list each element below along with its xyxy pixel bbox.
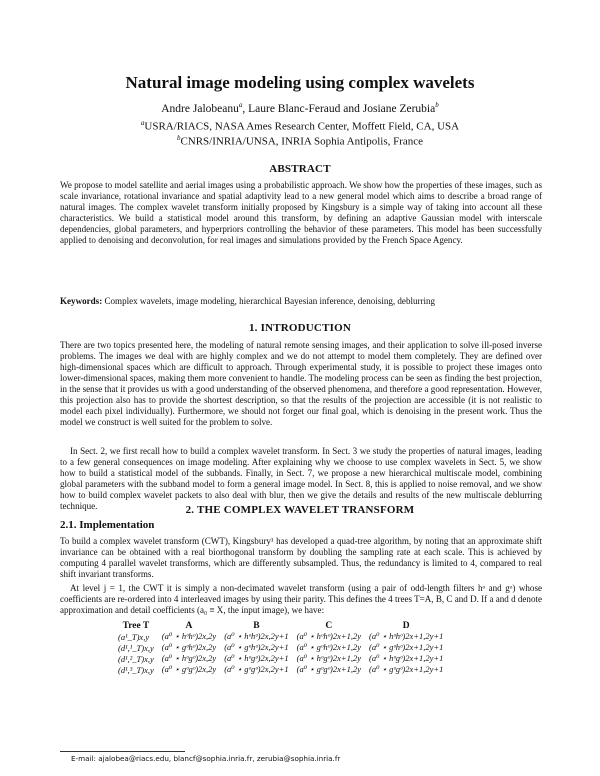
table-cell: (a⁰ ⋆ gᵒhᵒ)2x,2y xyxy=(161,642,217,652)
table-cell: (a⁰ ⋆ gᵒhᵒ)2x,2y+1 xyxy=(224,642,289,652)
table-cell: (a⁰ ⋆ hᵒgᵒ)2x,2y+1 xyxy=(224,653,289,663)
table-header: D xyxy=(402,620,410,631)
table-cell: (a⁰ ⋆ gᵒgᵒ)2x+1,2y xyxy=(296,664,362,674)
table-header: Tree T xyxy=(122,620,150,631)
author-sup-a: a xyxy=(238,101,243,109)
table-header-row xyxy=(114,620,447,631)
section-heading-cwt: 2. THE COMPLEX WAVELET TRANSFORM xyxy=(185,504,415,516)
author-name-1: Andre Jalobeanu xyxy=(161,102,239,115)
affiliation-sup: b xyxy=(176,134,181,142)
implementation-paragraph-2: At level j = 1, the CWT it is simply a non-decimated wavelet transform (using a pair of odd-length filters hᵒ and gᵒ) whose coefficients are re-ordered into 4 interleaved images by using their parity. This defines the 4 trees T=A, B, C and D. If a and d denote approximation and detail coefficients (a₀ ≡ X, the input image), we have: xyxy=(60,583,542,615)
table-row-label: (d¹,¹_T)x,y xyxy=(118,642,154,653)
paper-title: Natural image modeling using complex wavelets xyxy=(125,73,475,92)
table-cell: (a⁰ ⋆ hᵒhᵒ)2x+1,2y+1 xyxy=(369,631,444,641)
table-row xyxy=(114,642,447,653)
table-row-label: (d¹,³_T)x,y xyxy=(118,664,154,675)
affiliation-text: CNRS/INRIA/UNSA, INRIA Sophia Antipolis, France xyxy=(180,135,424,148)
abstract-text: We propose to model satellite and aerial images using a probabilistic approach. We show how the properties of these images, such as scale invariance, rotational invariance and spatial adaptivity lead to a new general model which aims to describe a broad range of natural images. The complex wavelet transform initially proposed by Kingsbury is a simple way of taking into account all these characteristics. We build a statistical model around this transform, by defining an adaptive Gaussian model with interscale dependencies, global parameters, and hyperpriors controlling the behavior of these parameters. This model has been successfully applied to denoising and deconvolution, for real images and simulations provided by the French Space Agency. xyxy=(60,180,542,245)
author-sup-b: b xyxy=(435,101,439,109)
author-list xyxy=(0,101,600,115)
affiliation-sup: a xyxy=(140,119,145,127)
affiliation-text: USRA/RIACS, NASA Ames Research Center, Moffett Field, CA, USA xyxy=(144,120,460,133)
table-header: C xyxy=(325,620,333,631)
table-row-label: (a¹_T)x,y xyxy=(118,631,150,642)
intro-paragraph-1: There are two topics presented here, the modeling of natural remote sensing images, and their application to solve ill-posed inverse problems. The images we deal with are highly complex and we do not attempt to model them completely. They are defined over high-dimensional spaces which are difficult to approach. Through experimental study, it is possible to project these images onto lower-dimensional spaces, making them more convenient to handle. The modeling process can be seen as finding the best projection, in the sense that it provides us with a good understanding of the observed phenomena, and therefore a good representation. However, this projection also has to provide the shortest description, so that the results of the projection are accessible (it is not realistic to model each pixel individually). Furthermore, we should not forget our final goal, which is denoising in the present work. Thus the model we construct is well suited for the problem to solve. xyxy=(60,340,542,427)
table-cell: (a⁰ ⋆ hᵒhᵒ)2x,2y+1 xyxy=(224,631,289,641)
section-heading-introduction: 1. INTRODUCTION xyxy=(248,322,351,334)
affiliation-a xyxy=(0,119,600,133)
table-cell: (a⁰ ⋆ gᵒhᵒ)2x+1,2y+1 xyxy=(369,642,444,652)
table-cell: (a⁰ ⋆ hᵒhᵒ)2x,2y xyxy=(161,631,217,641)
table-cell: (a⁰ ⋆ hᵒhᵒ)2x+1,2y xyxy=(296,631,362,641)
table-row-label: (d¹,²_T)x,y xyxy=(118,653,154,664)
subsection-heading-implementation: 2.1. Implementation xyxy=(60,519,155,531)
table-cell: (a⁰ ⋆ hᵒgᵒ)2x+1,2y xyxy=(296,653,362,663)
quad-tree-table xyxy=(114,620,447,675)
table-row xyxy=(114,664,447,675)
table-header: A xyxy=(185,620,193,631)
table-header: B xyxy=(253,620,260,631)
abstract-heading: ABSTRACT xyxy=(269,163,331,175)
table-cell: (a⁰ ⋆ gᵒgᵒ)2x,2y+1 xyxy=(224,664,289,674)
author-names-2: , Laure Blanc-Feraud and Josiane Zerubia xyxy=(242,102,436,115)
footnote-email: E-mail: ajalobea@riacs.edu, blancf@sophia.inria.fr, zerubia@sophia.inria.fr xyxy=(71,754,341,763)
table-row xyxy=(114,631,447,642)
keywords-text: Complex wavelets, image modeling, hierarchical Bayesian inference, denoising, deblurring xyxy=(102,296,436,306)
keywords xyxy=(60,296,542,306)
table-cell: (a⁰ ⋆ hᵒgᵒ)2x,2y xyxy=(161,653,217,663)
implementation-paragraph-1: To build a complex wavelet transform (CWT), Kingsbury¹ has developed a quad-tree algorithm, by noting that an approximate shift invariance can be obtained with a real biorthogonal transform by doubling the sampling rate at each scale. This is achieved by computing 4 parallel wavelet transforms, which are differently subsampled. Thus, the redundancy is limited to 4, compared to real shift invariant transforms. xyxy=(60,536,542,579)
table-cell: (a⁰ ⋆ gᵒhᵒ)2x+1,2y xyxy=(296,642,362,652)
table-cell: (a⁰ ⋆ gᵒgᵒ)2x+1,2y+1 xyxy=(369,664,444,674)
table-cell: (a⁰ ⋆ hᵒgᵒ)2x+1,2y+1 xyxy=(369,653,444,663)
table-cell: (a⁰ ⋆ gᵒgᵒ)2x,2y xyxy=(161,664,217,674)
affiliation-b xyxy=(0,134,600,148)
footnote-rule xyxy=(60,751,185,752)
intro-paragraph-2: In Sect. 2, we first recall how to build a complex wavelet transform. In Sect. 3 we study the properties of natural images, leading to a few general consequences on image modeling. After explaining why we choose to use complex wavelets in Sect. 5, we show how to build a statistical model of the subbands. Finally, in Sect. 7, we propose a new hierarchical multiscale model, combining global parameters with the subband model to form a general image model. In Sect. 8, this is applied to noise removal, and we show how to build complex wavelet packets to also deal with blur, then we give the details and results of the new multiscale deblurring technique. xyxy=(60,446,542,511)
keywords-label: Keywords: xyxy=(60,296,103,306)
table-row xyxy=(114,653,447,664)
